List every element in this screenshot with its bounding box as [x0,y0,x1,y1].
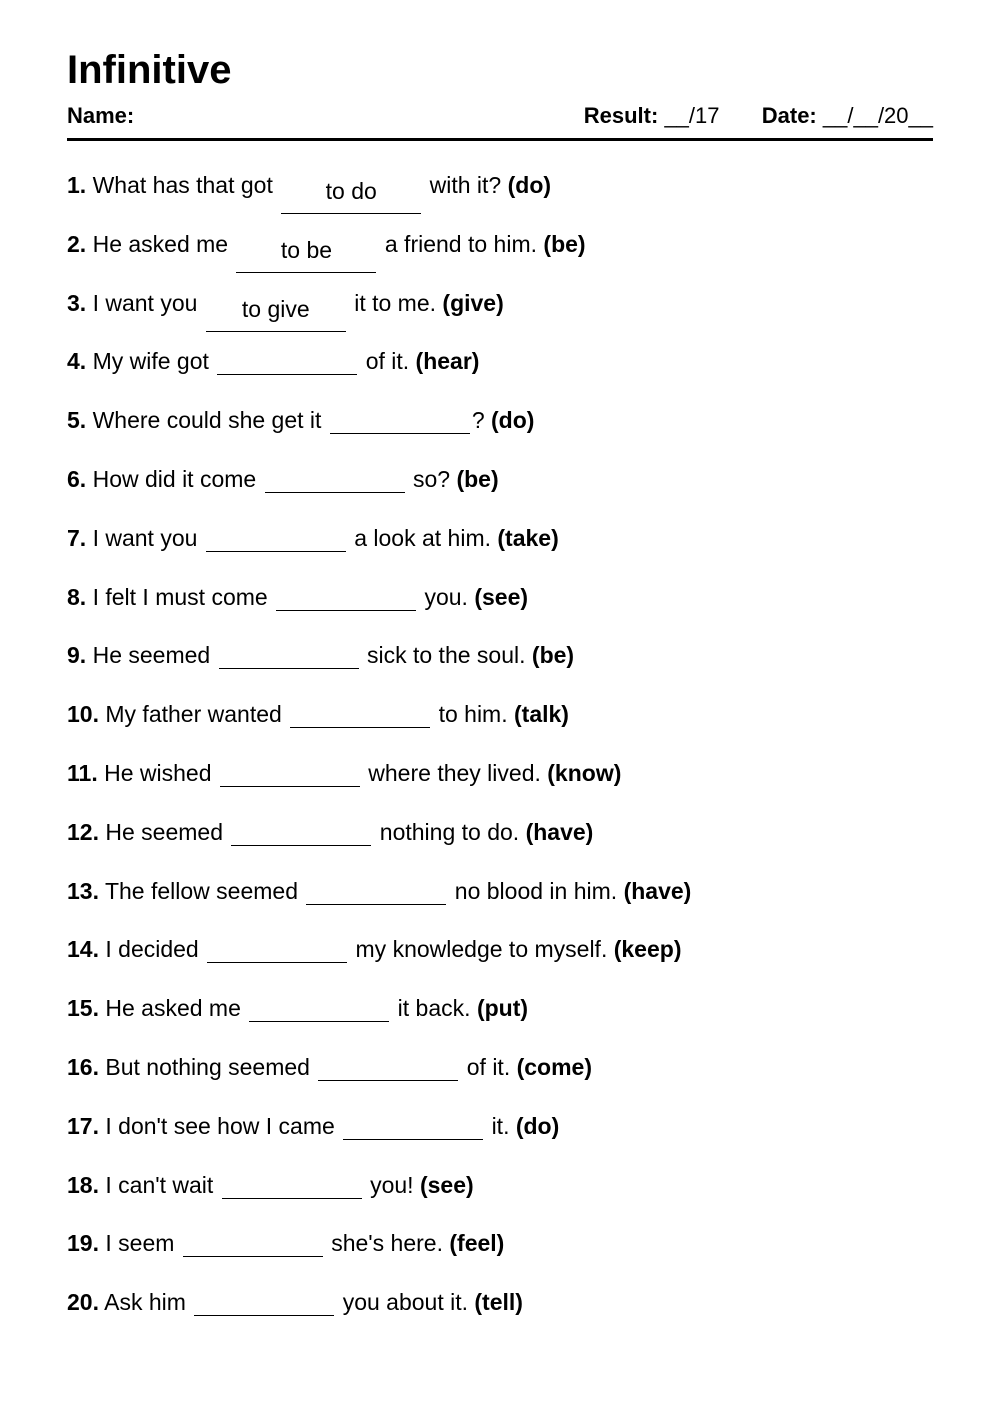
answer-blank[interactable] [306,872,446,905]
question-text-after: you. [424,583,468,610]
verb-hint: (feel) [449,1230,505,1257]
result-date-group [584,102,933,130]
question-text-before: I felt I must come [92,583,268,610]
answer-blank[interactable] [330,401,470,434]
question-number: 19. [67,1230,99,1257]
question-number: 15. [67,995,99,1022]
verb-hint: (do) [491,407,535,434]
verb-hint: (do) [507,172,552,198]
question-text-after: of it. [365,348,410,375]
page-title: Infinitive [67,48,232,92]
header-divider [67,138,933,141]
question-text-after: you about it. [342,1289,468,1316]
answer-blank[interactable]: to be [236,240,376,273]
question-number: 3. [67,289,87,316]
verb-hint: (take) [497,524,559,551]
question-text-after: my knowledge to myself. [355,936,608,963]
question-item [67,753,933,812]
question-number: 2. [67,230,87,257]
verb-hint: (put) [476,995,529,1022]
question-item [67,635,933,694]
question-number: 10. [67,701,99,728]
question-text-after: you! [370,1171,414,1198]
answer-blank[interactable] [206,519,346,552]
question-text-before: He seemed [92,642,211,669]
verb-hint: (come) [516,1053,593,1080]
question-text-after: so? [412,465,451,492]
question-text-before: He asked me [92,230,229,257]
question-item [67,694,933,753]
question-text-after: a look at him. [354,524,491,551]
question-text-before: He seemed [105,818,223,845]
answer-blank[interactable] [194,1283,334,1316]
question-item [67,1047,933,1106]
question-item [67,459,933,518]
verb-hint: (be) [456,465,499,492]
question-number: 1. [67,172,87,198]
question-text-before: Ask him [104,1289,186,1316]
question-item [67,1223,933,1282]
question-item [67,577,933,636]
question-number: 4. [67,348,87,375]
answer-blank[interactable] [219,636,359,669]
question-number: 12. [67,818,99,845]
question-text-after: nothing to do. [379,818,520,845]
question-text-after: it back. [397,995,471,1022]
question-text-before: I decided [105,936,199,963]
worksheet-header [67,102,933,130]
question-text-before: I seem [105,1230,175,1257]
answer-blank[interactable] [343,1107,483,1140]
question-number: 18. [67,1171,99,1198]
question-number: 13. [67,877,99,904]
verb-hint: (do) [515,1112,560,1139]
question-item [67,988,933,1047]
question-text-before: My father wanted [105,701,282,728]
question-number: 20. [67,1289,99,1316]
date-label: Date: [761,103,817,128]
question-text-before: I can't wait [105,1171,214,1198]
answer-blank[interactable] [265,460,405,493]
question-text-before: But nothing seemed [105,1053,310,1080]
verb-hint: (talk) [514,701,569,728]
verb-hint: (have) [623,877,692,904]
answer-blank[interactable] [276,578,416,611]
answer-blank[interactable] [183,1224,323,1257]
question-text-after: ? [471,407,485,434]
question-text-before: How did it come [92,465,257,492]
question-item [67,165,933,224]
question-text-before: What has that got [92,172,273,198]
question-number: 14. [67,936,99,963]
question-text-before: He wished [104,759,212,786]
answer-blank[interactable] [318,1048,458,1081]
question-item [67,1106,933,1165]
result-value: __/17 [664,103,720,128]
verb-hint: (be) [531,642,575,669]
question-number: 17. [67,1112,99,1139]
question-text-after: of it. [466,1053,511,1080]
question-item [67,1282,933,1341]
question-text-before: I want you [92,524,198,551]
verb-hint: (tell) [474,1289,523,1316]
question-text-after: to him. [438,701,508,728]
question-number: 11. [67,759,98,786]
verb-hint: (be) [543,230,586,257]
question-item [67,812,933,871]
question-text-after: a friend to him. [384,230,538,257]
question-number: 7. [67,524,87,551]
answer-blank[interactable] [231,813,371,846]
question-text-before: I want you [92,289,198,316]
date-value: __/__/20__ [822,103,933,128]
verb-hint: (know) [547,759,622,786]
question-number: 16. [67,1053,99,1080]
question-list [67,165,933,1341]
question-text-before: Where could she get it [92,407,322,434]
question-item [67,871,933,930]
question-text-after: with it? [429,172,502,198]
answer-blank[interactable] [220,754,360,787]
answer-blank[interactable] [207,930,347,963]
question-text-after: no blood in him. [454,877,618,904]
question-text-after: it to me. [354,289,437,316]
verb-hint: (hear) [415,348,480,375]
name-label: Name: [67,103,135,128]
question-item [67,224,933,283]
question-text-after: she's here. [331,1230,443,1257]
question-number: 5. [67,407,87,434]
question-text-before: The fellow seemed [104,877,299,904]
question-text-after: where they lived. [368,759,541,786]
question-text-after: it. [491,1112,510,1139]
question-text-after: sick to the soul. [366,642,526,669]
answer-blank[interactable] [249,989,389,1022]
question-item [67,1165,933,1224]
answer-blank[interactable]: to give [206,299,346,332]
answer-blank[interactable]: to do [281,181,421,214]
verb-hint: (have) [525,818,594,845]
answer-blank[interactable] [222,1166,362,1199]
question-item [67,400,933,459]
verb-hint: (see) [474,583,529,610]
verb-hint: (see) [419,1171,474,1198]
answer-blank[interactable] [290,695,430,728]
question-item [67,341,933,400]
question-number: 9. [67,642,87,669]
question-number: 6. [67,465,87,492]
question-item [67,929,933,988]
question-item [67,518,933,577]
result-label: Result: [583,103,659,128]
verb-hint: (keep) [613,936,682,963]
question-number: 8. [67,583,87,610]
question-text-before: He asked me [105,995,241,1022]
question-item [67,283,933,342]
question-text-before: I don't see how I came [105,1112,335,1139]
question-text-before: My wife got [92,348,209,375]
verb-hint: (give) [442,289,504,316]
answer-blank[interactable] [217,342,357,375]
